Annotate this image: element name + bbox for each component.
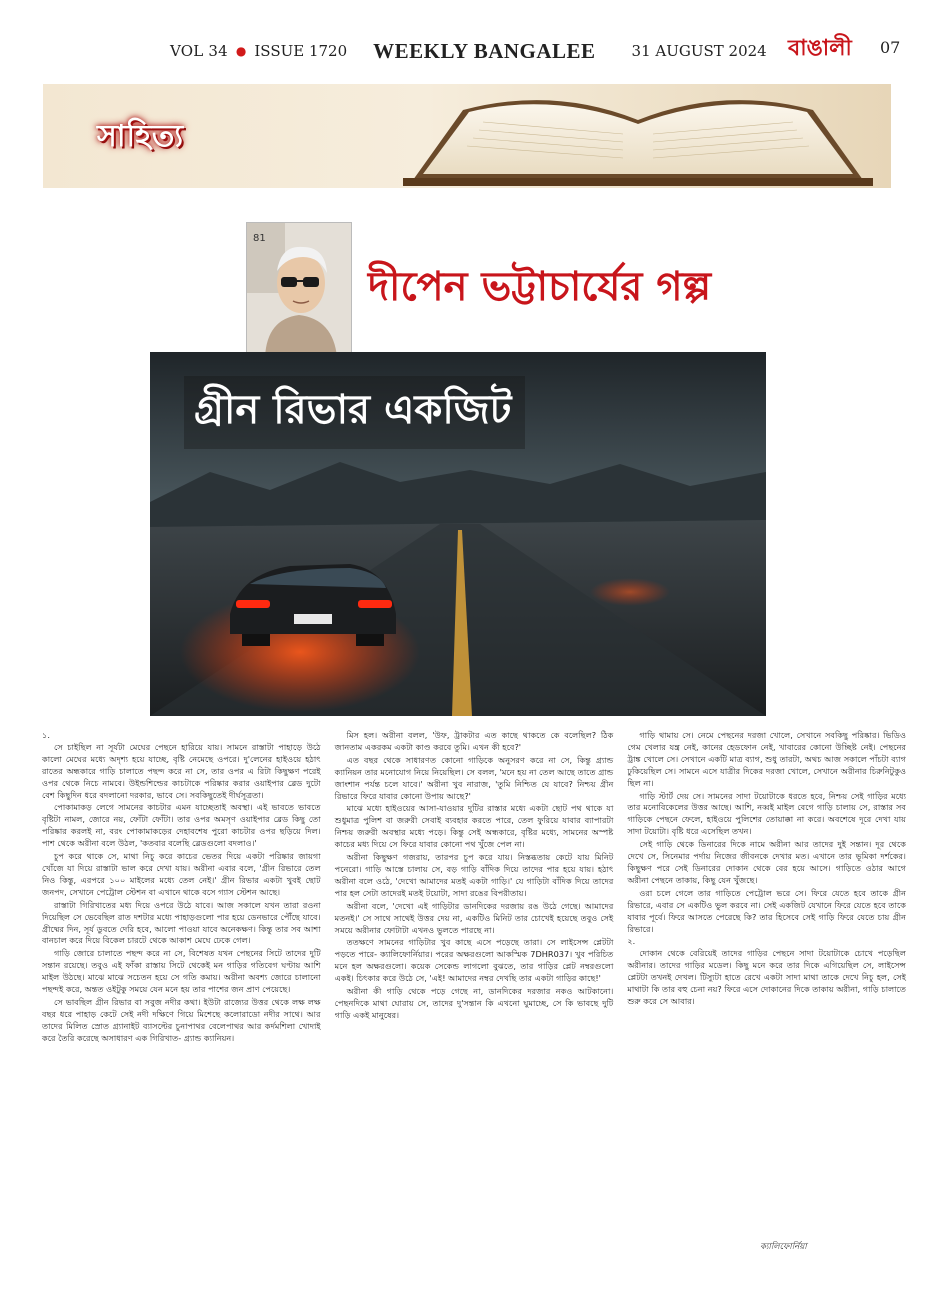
article-paragraph: ওরা চলে গেলে তার গাড়িতে পেট্রোল ভরে সে। ফিরে যেতে হবে তাকে গ্রীন রিভারে, এবার সে একটিও ভুল করবে না। সেই একজিট যেখানে ফিরে যেতে হবে তাকে যাবার পূর্বে। ফিরে আসতে পেরেছে কি? তার হিসেবে সেই গাড়ি ফিরে যেতে চায় গ্রীন রিভারে। <box>627 887 906 934</box>
author-photo <box>246 222 352 358</box>
open-book-icon <box>403 90 873 186</box>
article-paragraph: সে ভাবছিল গ্রীন রিভার বা সবুজ নদীর কথা। ইউটা রাজ্যের উত্তর থেকে লক্ষ লক্ষ বছর ধরে পাহাড় কেটে সেই নদী দক্ষিণে গিয়ে মিশেছে কলোরাডো নদীর সাথে। আর তাদের মিলিত স্রোত গ্র্যানাইট ব্যাসল্টের চুনাপাথর বেলেপাথর আর কর্দমশিলা খোদাই করে তৈরি করেছে অসাধারণ এক গিরিখাত- গ্র্যান্ড ক্যানিয়ন। <box>42 996 321 1043</box>
svg-text:81: 81 <box>253 233 266 244</box>
article-paragraph: অরীনা কী গাড়ি থেকে পড়ে গেছে না, ডানদিকের দরজার নকও আটকানো। পেছনদিকে মাথা ঘোরায় সে, তাদের দু'সন্তান কি এখনো ঘুমাচ্ছে, সে কি ভাবছে দুটি গাড়ি একই মানুষের। <box>334 986 614 1020</box>
brand-logo <box>788 32 868 66</box>
article-paragraph: পোকামাকড় লেগে সামনের কাচটার এমন যাচ্ছেতাই অবস্থা। এই ভাবতে ভাবতে বৃষ্টিটা নামল, জোরে নয়, ফোঁটা ফোঁটা। তার ওপর অমসৃণ ওয়াইপার ব্লেড কিছু তো পরিষ্কার করলই না, বরং পোকামাকড়ের দেহাবশেষ পুরো কাচটার ওপর ছড়িয়ে দিল। পাশ থেকে অরীনা বলে উঠল, 'কতবার বলেছি ব্লেডগুলো বদলাও।' <box>42 802 321 849</box>
issue-date: 31 AUGUST 2024 <box>631 42 767 60</box>
article-paragraph: গাড়ি জোরে চালাতে পছন্দ করে না সে, বিশেষত যখন পেছনের সিটে তাদের দুটি সন্তান রয়েছে। তবুও এই ফাঁকা রাস্তায় সিটে থেকেই মন গাড়ির গতিবেগ ঘণ্টায় আশি মাইল উঠছে। মাঝে মাঝে সচেতন হয়ে সে গতি কমায়। অরীনা অবশ্য জোরে চালানো পছন্দই করে, অন্তত ওইটুকু সময়ে যেন মনে হয় তার পাশের জন প্রাণ পেয়েছে। <box>42 948 321 995</box>
article-paragraph: সে চাইছিল না সূর্যটা মেঘের পেছনে হারিয়ে যায়। সামনে রাস্তাটা পাহাড়ে উঠে কালো মেঘের মধ্যে অদৃশ্য হয়ে যাচ্ছে, বৃষ্টি নেমেছে ওপরে। দু'লেনের হাইওয়ে হঠাৎ রাতের অন্ধকারে গাড়ি চালাতে পছন্দ করে না সে, তার ওপর এ রিটা কিছুক্ষণ পরেই ওপর থেকে নিচে নামবে। উইন্ডশিল্ডের কাচটাকে পরিষ্কার করার ওয়াইপার ব্লেড দুটো বেশ কিছুদিন ধরে বদলানো দরকার, ভাবে সে। সবকিছুতেই দীর্ঘসূত্রতা। <box>42 741 321 800</box>
volume-label: VOL 34 <box>170 42 228 60</box>
article-paragraph: দোকান থেকে বেরিয়েই তাদের গাড়ির পেছনে সাদা টয়োটাকে চোখে পড়েছিল অরীনার। তাদের গাড়ির মডেল। কিছু মনে করে তার দিকে এগিয়েছিল সে, লাইসেন্স প্লেটটা তখনই দেখল। টিস্যুটা হাতে রেখে একটা সাদা মাথা তাকে দেখে নিচু হল, সেই মাথাটা কি তার বহু চেনা নয়? ফিরে এসে দোকানের দিকে তাকায় অরীনা, গাড়ি চালাতে শুরু করে সে আবার। <box>627 948 906 1006</box>
article-column-2 <box>335 730 614 1270</box>
section-number: ১. <box>42 730 50 740</box>
article-column-1 <box>42 730 321 1270</box>
section-number: ২. <box>627 936 636 947</box>
article-body <box>42 730 906 1270</box>
article-paragraph: অরীনা বলে, 'দেখো এই গাড়িটার ডানদিকের দরজায় রঙ উঠে গেছে। আমাদের মতনই।' সে সাথে সাথেই উত্তর দেয় না, একটিও মিনিট তার চোখেই হয়েছে তবুও সেই সময়ে অরীনার ফোটাটা এখনও ভুলতে পারছে না। <box>334 900 614 935</box>
hero-image <box>150 352 766 716</box>
article-paragraph: অরীনা কিছুক্ষণ গজরায়, তারপর চুপ করে যায়। নিস্তব্ধতায় কেটে যায় মিনিট পনেরো। গাড়ি আস্তে চালায় সে, বড় গাড়ি বাঁদিক দিয়ে তাদের পার হয়ে যায়। হঠাৎ অরীনা বলে ওঠে, 'দেখো আমাদের মতই একটা গাড়ি।' যে গাড়িটা বাঁদিক দিয়ে তাদের পার হল সেটা তাদেরই মতই টয়োটা, সাদা রঙের বিপরীতায়। <box>334 852 614 898</box>
paper-name: WEEKLY BANGALEE <box>373 38 596 63</box>
article-paragraph: চুপ করে থাকে সে, মাথা নিচু করে কাচের ভেতর দিয়ে একটা পরিষ্কার জায়গা খোঁজে যা দিয়ে রাস্তাটা ভাল করে দেখা যায়। অরীনা এবার বলে, 'গ্রীন রিভারে তেল নিও কিন্তু, এরপরে ১০০ মাইলের মধ্যে তেল নেই।' গ্রীন রিভার একটা খুবই ছোট জনপদ, সেখানে পেট্রোল স্টেশন বা এখানে থাকে বসে গ্যাস স্টেশন আছে। <box>42 851 321 897</box>
story-headline: গ্রীন রিভার একজিট <box>184 376 525 449</box>
article-paragraph: রাস্তাটা গিরিখাতের মধ্য দিয়ে ওপরে উঠে যাবে। আজ সকালে যখন তারা রওনা দিয়েছিল সে ভেবেছিল রাত দশটার মধ্যে পাহাড়গুলো পার হয়ে ডেনভারে পৌঁছে যাবে। গ্রীষ্মের দিন, সূর্য ডুবতে দেরি হবে, আলো পাওয়া যাবে অনেকক্ষণ। কিন্তু তার সব আশা বানচাল করে দিয়ে বিকেল চারটে থেকে আকাশ মেঘে ঢেকে গেল। <box>42 899 321 946</box>
article-paragraph: গাড়ি থামায় সে। নেমে পেছনের দরজা খোলে, সেখানে সবকিছু পরিষ্কার। ভিডিও গেম খেলার যন্ত্র নেই, কানের হেডফোন নেই, খাবারের কোনো উচ্ছিষ্ট নেই। পেছনের ট্রাঙ্ক খোলে সে। সেখানে একটি মাত্র ব্যাগ, শুধু তারটা, অথচ আজ সকালে পাঁচটা ব্যাগ ঢুকিয়েছিল সে। সামনে এসে যাত্রীর দিকের দরজা খোলে, সেখানে অরীনার চিরুনিটুকুও ছিল না। <box>627 730 906 788</box>
article-paragraph: এত বছর থেকে সাধারণত কোনো গাড়িকে অনুসরণ করে না সে, কিন্তু গ্র্যান্ড ক্যানিয়ন তার মনোযোগ নিয়ে নিয়েছিল। সে বলল, 'মনে হয় না তেল আছে তাতে গ্রান্ড জাংশান পর্যন্ত চলে যাবে।' অরীনা খুব নারাজ, 'তুমি নিশ্চিত যে যাবে? নিশ্চয় গ্রীন রিভারে ফিরে যাবার কোনো উপায় আছে?' <box>334 754 614 801</box>
author-story-title: দীপেন ভট্টাচার্যের গল্প <box>368 264 712 310</box>
article-paragraph: ততক্ষণে সামনের গাড়িটার খুব কাছে এসে পড়েছে তারা। সে লাইসেন্স প্লেটটা পড়তে পারে- ক্যালিফোর্নিয়ার। পরের অক্ষরগুলো আকস্মিক 7DHR037। খুব পরিচিত মনে হল অক্ষরগুলো। কয়েক সেকেন্ড লাগলো বুঝতে, তার গাড়ির প্লেট নম্বরগুলো একই। চিৎকার করে উঠে সে, 'এই! আমাদের নম্বর দেখছি তার একটা গাড়ির কাছে!' <box>334 937 614 984</box>
author-portrait-icon <box>247 223 351 357</box>
article-paragraph: গাড়ি স্টার্ট দেয় সে। সামনের সাদা টয়োটাকে ধরতে হবে, নিশ্চয় সেই গাড়ির মধ্যে তার মনোবিকেলের উত্তর আছে। আশি, নব্বই মাইল বেগে গাড়ি চালায় সে, রাস্তার সব গাড়িকে পেছনে ফেলে, হাইওয়ে পুলিশের তোয়াক্কা না করে। অবশেষে দূরে দেখা যায় সাদা টয়োটা। বৃষ্টি ধরে এসেছিল তখন। <box>627 790 906 837</box>
article-paragraph: মিস হল। অরীনা বলল, 'উফ, ট্রাকটার এত কাছে থাকতে কে বলেছিল? ঠিক জানতাম একরকম একটা কাণ্ড করবে তুমি। এখন কী হবে?' <box>334 730 614 752</box>
author-location: ক্যালিফোর্নিয়া <box>760 1242 807 1252</box>
brand-logo-text: বাঙালী <box>788 35 852 61</box>
page-number: 07 <box>880 38 901 57</box>
bullet-dot-icon: ● <box>235 44 247 58</box>
issue-label: ISSUE 1720 <box>254 42 348 60</box>
section-banner <box>43 84 891 188</box>
section-title: সাহিত্য <box>97 119 185 154</box>
article-column-3 <box>627 730 906 1270</box>
article-paragraph: সেই গাড়ি থেকে ডিনারের দিকে নামে অরীনা আর তাদের দুই সন্তান। দূর থেকে দেখে সে, সিনেমার পর্দায় নিজের জীবনকে দেখার মত। এখানে তার ভূমিকা দর্শকের। কিছুক্ষণ পরে সেই ডিনারের দোকান থেকে বের হয়ে আসে। গাড়িতে ওঠার আগে অরীনা পেছনে তাকায়, কিছু যেন খুঁজছে। <box>627 839 906 885</box>
article-paragraph: মাঝে মধ্যে হাইওয়ের আসা-যাওয়ার দুটির রাস্তার মধ্যে একটা ছোট পথ থাকে যা শুধুমাত্র পুলিশ বা জরুরী সেবাই ব্যবহার করতে পারে, তেল ফুরিয়ে যাবার ব্যাপারটা নিশ্চয় জরুরী অবস্থার মধ্যে পড়ে। কিন্তু সেই অন্ধকারে, বৃষ্টির মধ্যে, সামনের অস্পষ্ট কাচের মধ্য দিয়ে সে ফিরে যাবার কোনো পথ খুঁজে পেল না। <box>334 803 614 850</box>
